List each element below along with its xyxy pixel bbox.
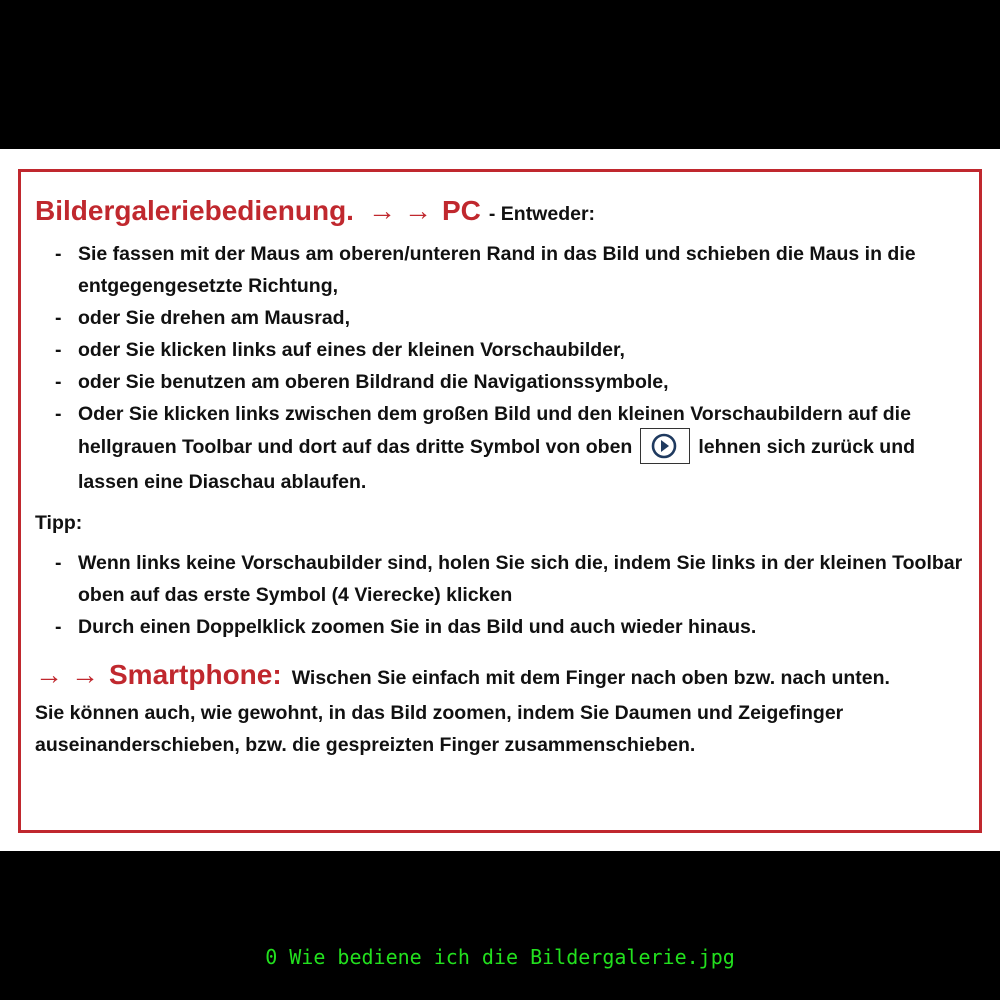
list-item: - oder Sie drehen am Mausrad, xyxy=(35,302,965,334)
document-content xyxy=(35,188,965,761)
smartphone-arrows: →→ xyxy=(35,659,107,690)
list-item: - Durch einen Doppelklick zoomen Sie in das Bild und auch wieder hinaus. xyxy=(35,611,965,643)
play-circle-icon xyxy=(640,428,690,464)
heading-pc: PC xyxy=(441,195,481,226)
heading-suffix: - Entweder: xyxy=(488,203,596,225)
list-item xyxy=(35,398,965,498)
tipp-label: Tipp: xyxy=(35,512,83,534)
list-item: - Wenn links keine Vorschaubilder sind, holen Sie sich die, indem Sie links in der kleinen Toolbar oben auf das erste Symbol (4 Vierecke) klicken xyxy=(35,547,965,611)
smartphone-label: Smartphone: xyxy=(109,659,282,690)
list-item: - oder Sie benutzen am oberen Bildrand die Navigationssymbole, xyxy=(35,366,965,398)
list-item-text-after: lehnen sich zurück und lassen eine Diaschau ablaufen. xyxy=(78,436,916,493)
document-heading xyxy=(35,188,965,234)
smartphone-heading xyxy=(35,655,965,695)
list-item: - Sie fassen mit der Maus am oberen/unteren Rand in das Bild und schieben die Maus in die entgegengesetzte Richtung, xyxy=(35,238,965,302)
pc-instructions-list xyxy=(35,238,965,498)
document-frame xyxy=(18,169,982,833)
smartphone-paragraph: Sie können auch, wie gewohnt, in das Bild zoomen, indem Sie Daumen und Zeigefinger auseinanderschieben, bzw. die gespreizten Finger zusammenschieben. xyxy=(35,702,844,756)
heading-title: Bildergaleriebedienung. xyxy=(35,195,354,226)
smartphone-text: Wischen Sie einfach mit dem Finger nach oben bzw. nach unten. xyxy=(291,667,890,689)
list-item: - oder Sie klicken links auf eines der kleinen Vorschaubilder, xyxy=(35,334,965,366)
heading-arrows: →→ xyxy=(367,195,440,226)
displayed-image[interactable] xyxy=(0,149,1000,851)
image-filename-caption: 0 Wie bediene ich die Bildergalerie.jpg xyxy=(265,945,735,969)
tipp-list xyxy=(35,547,965,643)
list-item-text-before: Oder Sie klicken links zwischen dem großen Bild und den kleinen Vorschaubildern auf die hellgrauen Toolbar und dort auf das dritte Symbol von oben xyxy=(78,403,911,459)
